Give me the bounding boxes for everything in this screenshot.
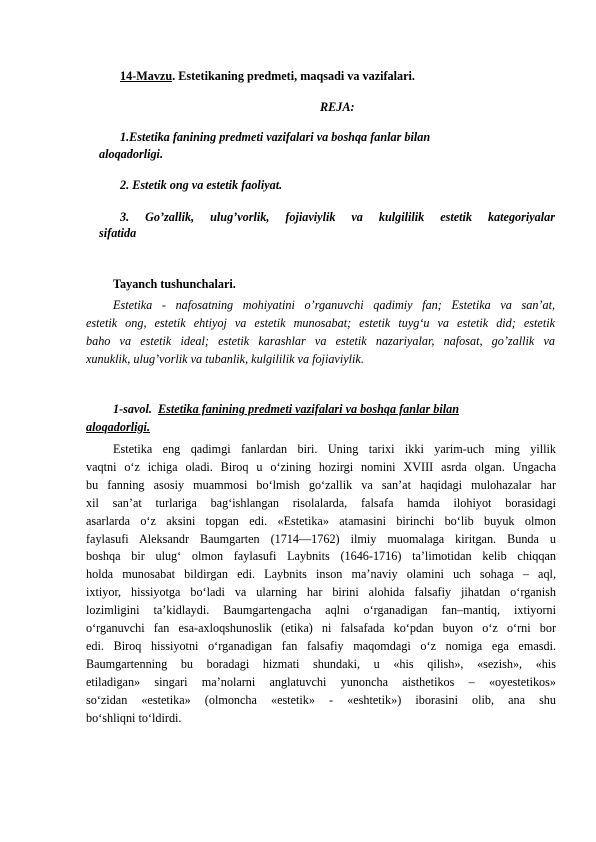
plan-item-3-line-2: sifatida (99, 226, 137, 240)
body-line: ixtiyor, hissiyotga bo‘ladi va ularning har birini alohida falsafiy jihatdan o‘rganish (86, 585, 556, 600)
topic-number: 14-Mavzu (120, 69, 173, 83)
topic-title: . Estetikaning predmeti, maqsadi va vazifalari. (172, 69, 415, 83)
body-line: so‘zidan «estetika» (olmoncha «estetik» - «eshtetik») iborasini olib, ana shu (86, 692, 556, 707)
question-1-label: 1-savol. (113, 402, 152, 416)
body-line: asarlarda o‘z aksini topgan edi. «Estetika» atamasini birinchi bo‘lib buyuk olmon (86, 513, 556, 528)
body-line: edi. Biroq hissiyotni o‘rganadigan fan falsafiy maqomdagi o‘z nomiga ega emasdi. (86, 638, 556, 653)
plan-title: REJA: (320, 100, 355, 114)
plan-item-1-line-1: 1.Estetika fanining predmeti vazifalari va boshqa fanlar bilan (120, 130, 431, 144)
plan-item-3-line-1: 3. Go’zallik, ulug’vorlik, fojiaviylik va kulgililik estetik kategoriyalar (120, 210, 555, 224)
question-1-title-line-1: Estetika fanining predmeti vazifalari va boshqa fanlar bilan (158, 402, 460, 416)
body-line: Estetika eng qadimgi fanlardan biri. Uning tarixi ikki yarim-uch ming yillik (113, 442, 556, 456)
question-1-title-line-2: aloqadorligi. (86, 420, 150, 434)
body-line: bo‘shliqni to‘ldirdi. (86, 710, 182, 725)
key-concepts-line: xunuklik, ulug’vorlik va tubanlik, kulgililik va fojiaviylik. (86, 352, 364, 366)
body-line: vaqtni o‘z ichiga oladi. Biroq u o‘zining hozirgi nomini XVIII asrda olgan. Ungacha (86, 459, 556, 474)
key-concepts-line: estetik ong, estetik ehtiyoj va estetik munosabat; estetik tuyg‘u va estetik did; estetik (86, 316, 555, 330)
plan-item-2: 2. Estetik ong va estetik faoliyat. (120, 178, 283, 192)
body-line: xil san’at turlariga bag‘ishlangan risolalarda, falsafa hamda ilohiyot borasidagi (86, 495, 556, 510)
key-concepts-title: Tayanch tushunchalari. (113, 277, 236, 291)
body-line: etiladigan» singari ma’nolarni anglatuvchi yunoncha aisthetikos – «oyestetikos» (86, 674, 556, 689)
topic-heading (120, 69, 415, 83)
body-line: o‘rganuvchi fan esa-axloqshunoslik (etika) ni falsafada ko‘pdan buyon o‘z o‘rni bor (86, 621, 556, 636)
body-line: Baumgartenning bu boradagi hizmati shundaki, u «his qilish», «sezish», «his (86, 656, 556, 671)
question-1-heading (113, 402, 459, 416)
body-line: faylasufi Aleksandr Baumgarten (1714—1762) ilmiy muomalaga kiritgan. Bunda u (86, 531, 556, 546)
body-paragraph (86, 441, 556, 728)
body-line: lozimligini ta’kidlaydi. Baumgartengacha aqlni o‘rganadigan fan–mantiq, ixtiyorni (86, 603, 556, 618)
body-line: holda munosabat bildirgan edi. Laybnits inson ma’naviy olamini uch sohaga – aql, (86, 567, 556, 582)
key-concepts-line: baho va estetik ideal; estetik karashlar va estetik nazariyalar, nafosat, go’zallik va (86, 334, 555, 348)
body-line: boshqa bir ulug‘ olmon faylasufi Laybnits (1646-1716) ta’limotidan kelib chiqqan (86, 549, 556, 564)
plan-item-1-line-2: aloqadorligi. (99, 147, 163, 161)
key-concepts-line: Estetika - nafosatning mohiyatini o’rganuvchi qadimiy fan; Estetika va san’at, (113, 298, 555, 312)
body-line: bu fanning asosiy muammosi bo‘lmish go‘zallik va san’at haqidagi mulohazalar har (86, 477, 556, 492)
